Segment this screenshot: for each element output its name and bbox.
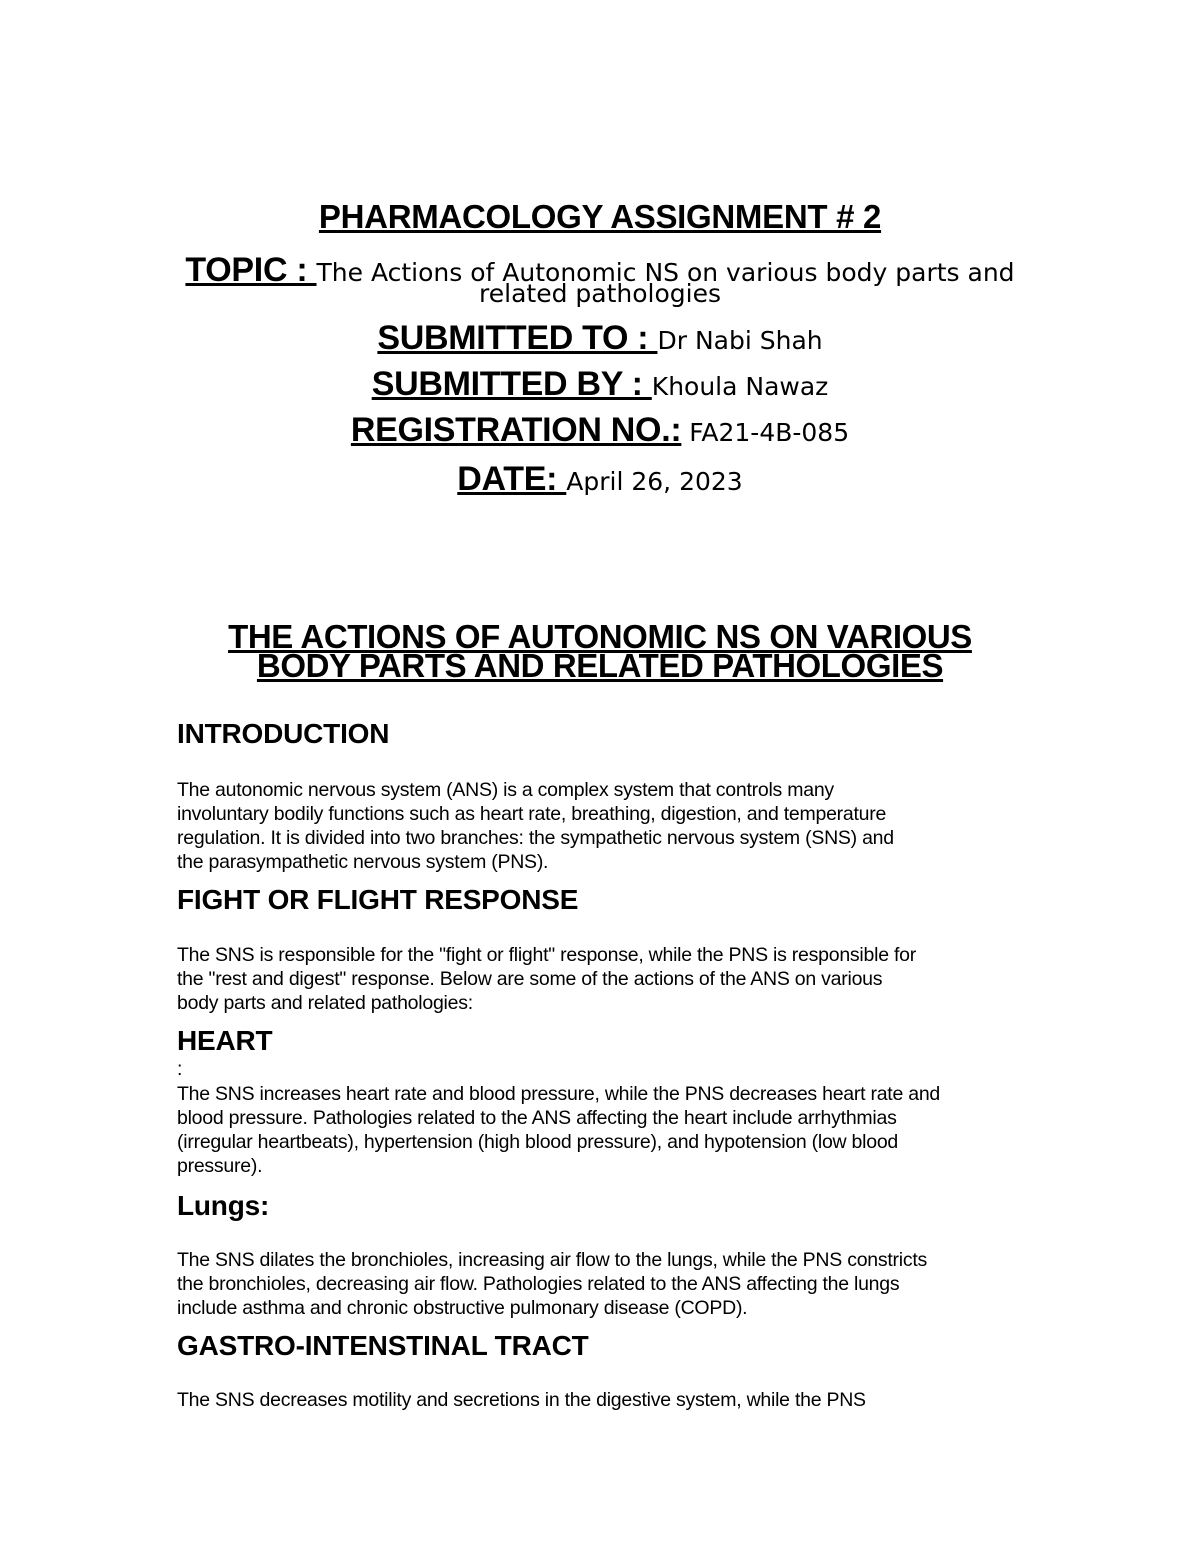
section-text-fight-flight: The SNS is responsible for the "fight or flight" response, while the PNS is responsible for the "rest and digest" response. Below are some of the actions of the ANS on various body parts and related pathologies: [177,944,916,1014]
document-heading-line-1: THE ACTIONS OF AUTONOMIC NS ON VARIOUS [228,618,972,655]
registration-value: FA21-4B-085 [681,418,850,447]
section-heading-introduction: INTRODUCTION [177,718,390,749]
registration-line [0,410,1200,453]
heart-colon: : [177,1058,183,1080]
submitted-by-value: Khoula Nawaz [651,372,829,401]
registration-label: REGISTRATION NO.: [350,411,682,449]
submitted-to-line [0,318,1200,361]
submitted-by-label: SUBMITTED BY : [371,365,652,403]
section-text-heart: The SNS increases heart rate and blood pressure, while the PNS decreases heart rate and blood pressure. Pathologies related to the ANS affecting the heart include arrhythmias (irregular heartbeats), hypertension (high blood pressure), and hypotension (low blood pressure). [177,1083,941,1177]
submitted-to-label: SUBMITTED TO : [377,319,658,357]
section-heading-lungs: Lungs: [177,1190,270,1221]
topic-value-continued: related pathologies [479,279,721,308]
section-text-lungs: The SNS dilates the bronchioles, increasing air flow to the lungs, while the PNS constricts the bronchioles, decreasing air flow. Pathologies related to the ANS affecting the lungs include asthma and chronic obstructive pulmonary disease (COPD). [177,1249,928,1319]
date-label: DATE: [457,460,567,498]
date-value: April 26, 2023 [566,467,743,496]
assignment-title: PHARMACOLOGY ASSIGNMENT # 2 [318,198,882,235]
section-heading-gi-tract: GASTRO-INTENSTINAL TRACT [177,1330,589,1361]
section-heading-fight-flight: FIGHT OR FLIGHT RESPONSE [177,884,579,915]
submitted-by-line [0,364,1200,407]
document-heading [0,618,1200,684]
section-text-introduction: The autonomic nervous system (ANS) is a complex system that controls many involuntary bodily functions such as heart rate, breathing, digestion, and temperature regulation. It is divided into two branches: the sympathetic nervous system (SNS) and the parasympathetic nervous system (PNS). [177,779,894,873]
document-heading-line-2: BODY PARTS AND RELATED PATHOLOGIES [256,647,944,684]
topic-value: The Actions of Autonomic NS on various body parts and [316,258,1015,287]
topic-label: TOPIC : [185,251,317,289]
section-heading-heart: HEART [177,1025,273,1056]
submitted-to-value: Dr Nabi Shah [657,326,823,355]
section-text-gi-tract: The SNS decreases motility and secretions in the digestive system, while the PNS [177,1389,866,1411]
date-line [0,459,1200,502]
